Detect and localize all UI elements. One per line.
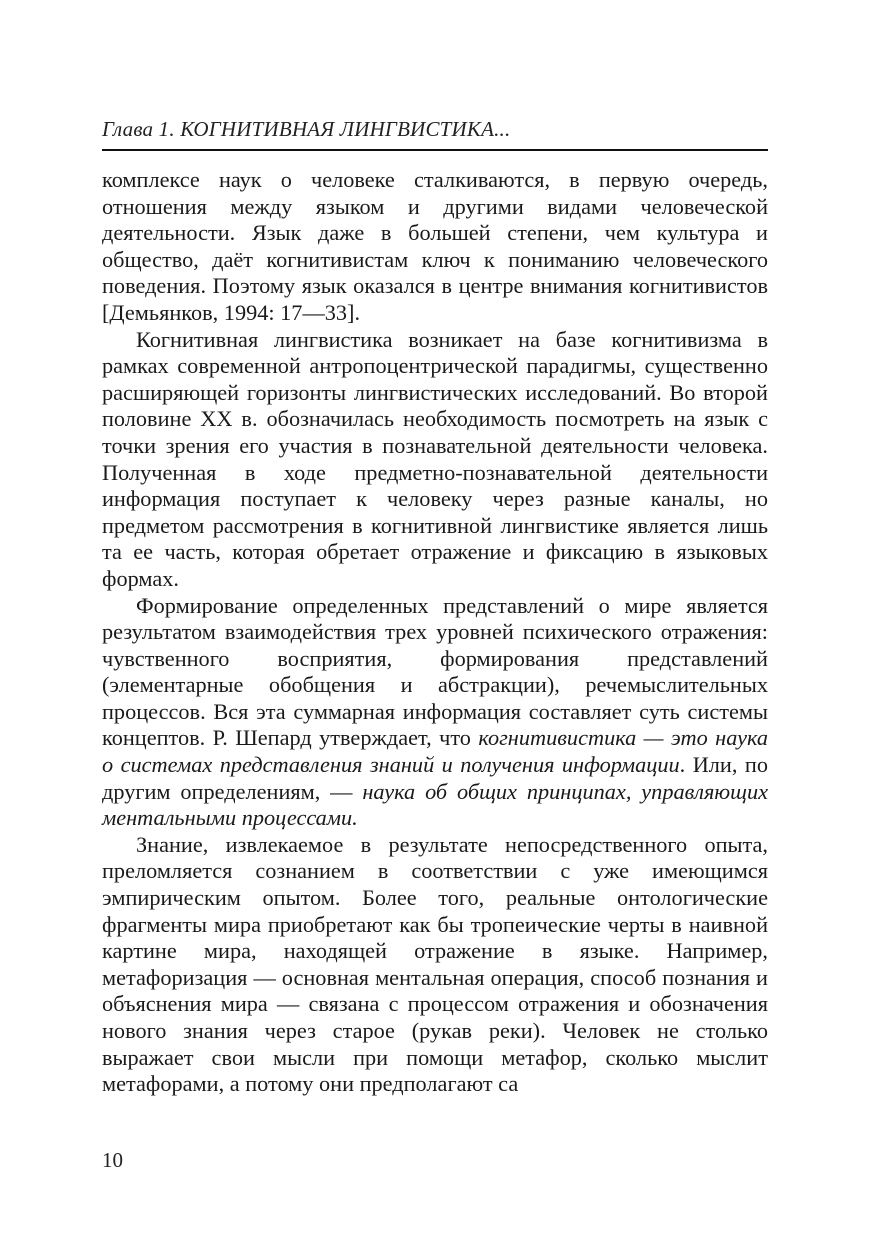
paragraph-3-text-b: . Или, по другим определениям, — xyxy=(102,752,768,804)
paragraph-3 xyxy=(102,593,768,832)
header-rule xyxy=(102,149,768,151)
book-page xyxy=(102,0,768,1240)
paragraph-1: комплексе наук о человеке сталкиваются, в первую очередь, отношения между языком и другими видами человеческой деятельности. Язык даже в большей степени, чем культура и общество, даёт когнитивистам ключ к пониманию человеческого поведения. Поэтому язык оказался в центре внимания когнитивистов [Демьянков, 1994: 17—33]. xyxy=(102,167,768,325)
paragraph-3-text-a: Формирование определенных представлений о мире является результатом взаимодействия трех уровней психического отражения: чувственного восприятия, формирования представлений (элементарные обобщения и абстракции), речемыслительных процессов. Вся эта суммарная информация составляет суть системы концептов. Р. Шепард утверждает, что xyxy=(102,592,768,751)
paragraph-2: Когнитивная лингвистика возникает на базе когнитивизма в рамках современной антропоцентрической парадигмы, существенно расширяющей горизонты лингвистических исследований. Во второй половине XX в. обозначилась необходимость посмотреть на язык с точки зрения его участия в познавательной деятельности человека. Полученная в ходе предметно-познавательной деятельности информация поступает к человеку через разные каналы, но предметом рассмотрения в когнитивной лингвистике является лишь та ее часть, которая обретает отражение и фиксацию в языковых формах. xyxy=(102,326,768,591)
body-text xyxy=(102,167,768,1098)
page-number: 10 xyxy=(102,1148,123,1172)
paragraph-4: Знание, извлекаемое в результате непосредственного опыта, преломляется сознанием в соответствии с уже имеющимся эмпирическим опытом. Более того, реальные онтологические фрагменты мира приобретают как бы тропеические черты в наивной картине мира, находящей отражение в языке. Например, метафоризация — основная ментальная операция, способ познания и объяснения мира — связана с процессом отражения и обозначения нового знания через старое (рукав реки). Человек не столько выражает свои мысли при помощи метафор, сколько мыслит метафорами, а потому они предполагают са xyxy=(102,831,768,1097)
running-header: Глава 1. КОГНИТИВНАЯ ЛИНГВИСТИКА... xyxy=(102,117,511,141)
paragraph-3-italic-b: наука об общих принципах, управляющих ментальными процессами. xyxy=(102,778,768,831)
paragraph-3-italic-a: когнитивистика — это наука о системах представления знаний и получения информации xyxy=(102,725,768,778)
